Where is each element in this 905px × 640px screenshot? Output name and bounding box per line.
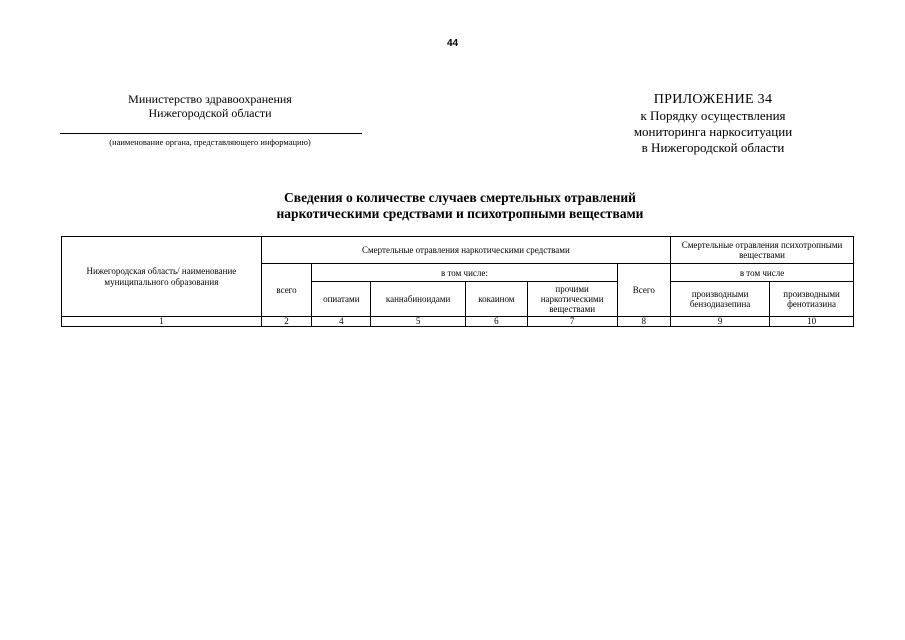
appendix-header xyxy=(592,92,834,156)
column-number-cell: 4 xyxy=(312,317,371,327)
organization-name xyxy=(60,92,360,120)
header-phenothiazine: производными фенотиазина xyxy=(770,282,854,317)
header-region: Нижегородская область/ наименование муниципального образования xyxy=(62,237,262,317)
header-total-narcotic: всего xyxy=(261,264,312,317)
header-including-psychotropic: в том числе xyxy=(671,264,854,282)
column-number-cell: 5 xyxy=(371,317,466,327)
appendix-title: ПРИЛОЖЕНИЕ 34 xyxy=(653,92,773,107)
header-group-psychotropic: Смертельные отравления психотропными веществами xyxy=(671,237,854,264)
organization-line-1: Министерство здравоохранения xyxy=(128,92,292,106)
header-other-narcotic: прочими наркотическими веществами xyxy=(527,282,617,317)
appendix-line-2: мониторинга наркоситуации xyxy=(633,124,793,139)
column-number-cell: 8 xyxy=(617,317,671,327)
column-number-cell: 10 xyxy=(770,317,854,327)
document-title xyxy=(0,190,905,222)
column-number-cell: 6 xyxy=(465,317,527,327)
header-including-narcotic: в том числе: xyxy=(312,264,617,282)
column-number-cell: 2 xyxy=(261,317,312,327)
header-opiates: опиатами xyxy=(312,282,371,317)
table-header-row-1 xyxy=(62,237,854,264)
organization-caption: (наименование органа, представляющего информацию) xyxy=(109,137,311,147)
appendix-line-3: в Нижегородской области xyxy=(641,140,785,155)
column-number-cell: 9 xyxy=(671,317,770,327)
header-total-psychotropic: Всего xyxy=(617,264,671,317)
document-title-line-1: Сведения о количестве случаев смертельных отравлений xyxy=(284,190,636,205)
table-column-numbers-row xyxy=(62,317,854,327)
organization-underline xyxy=(60,133,362,134)
header-group-narcotic: Смертельные отравления наркотическими средствами xyxy=(261,237,670,264)
page-number: 44 xyxy=(446,38,459,49)
header-cannabinoids: каннабиноидами xyxy=(371,282,466,317)
column-number-cell: 1 xyxy=(62,317,262,327)
report-table xyxy=(61,236,854,327)
appendix-line-1: к Порядку осуществления xyxy=(640,108,786,123)
organization-line-2: Нижегородской области xyxy=(148,106,272,120)
header-cocaine: кокаином xyxy=(465,282,527,317)
header-benzodiazepine: производными бензодиазепина xyxy=(671,282,770,317)
document-title-line-2: наркотическими средствами и психотропными веществами xyxy=(276,206,644,221)
column-number-cell: 7 xyxy=(527,317,617,327)
